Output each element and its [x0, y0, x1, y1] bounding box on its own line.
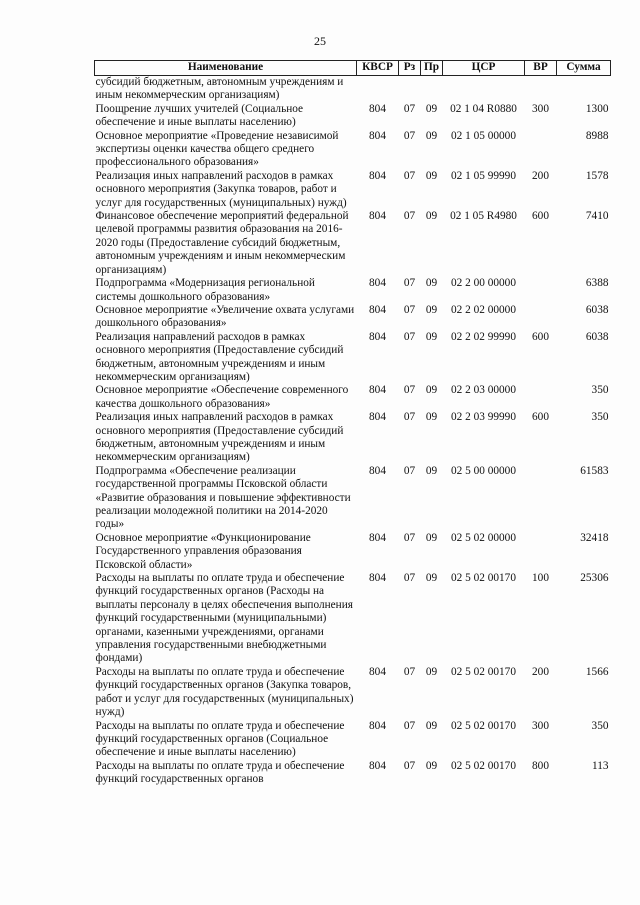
cell-name: субсидий бюджетным, автономным учреждениям и иным некоммерческим организациям) [95, 76, 344, 102]
cell-vr [525, 532, 557, 572]
cell-pr: 09 [425, 303, 438, 316]
cell-pr: 09 [425, 102, 438, 115]
cell-pr: 09 [425, 531, 438, 544]
cell-pr: 09 [425, 572, 438, 585]
cell-vr [525, 277, 557, 304]
table-row [95, 304, 611, 331]
cell-name: Финансовое обеспечение мероприятий федеральной целевой программы развития образования на 2016-2020 годы (Предоставление субсидий бюджетным, автономным учреждениям и иным некоммерческим организациям) [95, 210, 349, 276]
cell-csr: 02 1 05 R4980 [450, 210, 517, 223]
cell-rz: 07 [403, 411, 416, 424]
cell-csr: 02 5 02 00170 [451, 719, 516, 732]
cell-sum: 1578 [585, 169, 609, 182]
header-csr: ЦСР [443, 61, 525, 76]
cell-vr: 600 [532, 411, 549, 424]
table-row [95, 76, 611, 103]
cell-vr [525, 76, 557, 103]
table-row [95, 130, 611, 170]
header-row [95, 61, 611, 76]
cell-kvsr: 804 [369, 303, 386, 316]
cell-sum: 1300 [585, 102, 609, 115]
cell-vr: 100 [532, 572, 549, 585]
cell-sum: 8988 [585, 129, 609, 142]
table-row [95, 277, 611, 304]
cell-name: Основное мероприятие «Проведение независимой экспертизы оценки качества общего среднего профессионального образования» [95, 129, 339, 169]
cell-rz: 07 [403, 210, 416, 223]
cell-vr [525, 304, 557, 331]
page-number: 25 [314, 34, 326, 48]
cell-vr: 300 [532, 102, 549, 115]
cell-kvsr: 804 [369, 719, 386, 732]
cell-csr: 02 5 02 00170 [451, 665, 516, 678]
cell-pr: 09 [425, 719, 438, 732]
cell-name: Основное мероприятие «Функционирование Государственного управления образования Псковской области» [95, 531, 311, 571]
cell-pr: 09 [425, 384, 438, 397]
cell-name: Основное мероприятие «Обеспечение современного качества дошкольного образования» [95, 384, 349, 410]
cell-rz: 07 [403, 384, 416, 397]
table-row [95, 666, 611, 720]
cell-csr: 02 1 05 99990 [451, 169, 516, 182]
cell-name: Реализация иных направлений расходов в рамках основного мероприятия (Закупка товаров, работ и услуг для государственных (муниципальных) нужд) [95, 169, 347, 209]
cell-sum: 350 [591, 411, 609, 424]
cell-name: Расходы на выплаты по оплате труда и обеспечение функций государственных органов [95, 759, 345, 786]
cell-pr: 09 [425, 665, 438, 678]
cell-pr: 09 [425, 129, 438, 142]
cell-name: Расходы на выплаты по оплате труда и обеспечение функций государственных органов (Закупка товаров, работ и услуг для государственных (муниципальных) нужд) [95, 665, 354, 719]
cell-kvsr: 804 [369, 759, 386, 772]
table-row [95, 411, 611, 465]
header-pr: Пр [421, 61, 443, 76]
header-sum: Сумма [557, 61, 611, 76]
cell-sum: 25306 [580, 572, 609, 585]
cell-vr [525, 130, 557, 170]
cell-vr [525, 384, 557, 411]
cell-sum [557, 76, 611, 103]
cell-name: Подпрограмма «Обеспечение реализации государственной программы Псковской области «Развитие образования и повышение эффективности реализации молодежной политики на 2014-2020 годы» [95, 464, 351, 531]
table-row [95, 465, 611, 532]
cell-vr: 200 [532, 665, 549, 678]
cell-rz: 07 [403, 330, 416, 343]
cell-kvsr: 804 [369, 384, 386, 397]
cell-name: Реализация направлений расходов в рамках основного мероприятия (Предоставление субсидий бюджетным, автономным учреждениям и иным некоммерческим организациям) [95, 330, 344, 383]
cell-rz: 07 [403, 719, 416, 732]
cell-rz: 07 [403, 759, 416, 772]
header-name: Наименование [95, 61, 357, 76]
header-rz: Рз [399, 61, 421, 76]
cell-pr: 09 [425, 411, 438, 424]
cell-rz: 07 [403, 665, 416, 678]
cell-sum: 6038 [585, 303, 609, 316]
cell-csr: 02 5 02 00000 [451, 531, 516, 544]
cell-pr [421, 76, 443, 103]
header-kvsr: КВСР [357, 61, 399, 76]
cell-kvsr: 804 [369, 330, 386, 343]
cell-csr: 02 2 03 99990 [451, 411, 516, 424]
cell-sum: 113 [591, 759, 609, 772]
cell-vr [525, 465, 557, 532]
cell-kvsr: 804 [369, 531, 386, 544]
cell-rz: 07 [403, 303, 416, 316]
cell-pr: 09 [425, 277, 438, 290]
cell-csr: 02 1 05 00000 [451, 129, 516, 142]
cell-kvsr: 804 [369, 665, 386, 678]
header-vr: ВР [525, 61, 557, 76]
cell-csr: 02 5 02 00170 [451, 759, 516, 772]
cell-sum: 6038 [585, 330, 609, 343]
cell-name: Расходы на выплаты по оплате труда и обеспечение функций государственных органов (Расходы на выплаты персоналу в целях обеспечения выполнения функций государственными (муниципальными) органами, казенными учреждениями, органами управления государственными внебюджетными фондами) [95, 572, 353, 665]
cell-sum: 32418 [580, 531, 609, 544]
cell-kvsr: 804 [369, 210, 386, 223]
table-row [95, 331, 611, 385]
cell-sum: 61583 [580, 464, 609, 477]
cell-pr: 09 [425, 464, 438, 477]
cell-name: Поощрение лучших учителей (Социальное обеспечение и иные выплаты населению) [95, 102, 304, 129]
cell-rz: 07 [403, 129, 416, 142]
cell-kvsr: 804 [369, 129, 386, 142]
cell-vr: 800 [532, 759, 549, 772]
cell-kvsr: 804 [369, 102, 386, 115]
table-row [95, 384, 611, 411]
table-row [95, 572, 611, 666]
table-row [95, 210, 611, 277]
cell-kvsr: 804 [369, 572, 386, 585]
cell-pr: 09 [425, 759, 438, 772]
cell-vr: 200 [532, 169, 549, 182]
cell-rz: 07 [403, 531, 416, 544]
cell-pr: 09 [425, 169, 438, 182]
cell-pr: 09 [425, 210, 438, 223]
cell-sum: 1566 [585, 665, 609, 678]
cell-csr [443, 76, 525, 103]
cell-kvsr: 804 [369, 169, 386, 182]
cell-csr: 02 2 03 00000 [451, 384, 516, 397]
cell-rz: 07 [403, 277, 416, 290]
cell-name: Реализация иных направлений расходов в рамках основного мероприятия (Предоставление субсидий бюджетным, автономным учреждениям и иным некоммерческим организациям) [95, 411, 344, 464]
table-row [95, 720, 611, 760]
table-row [95, 760, 611, 787]
cell-name: Подпрограмма «Модернизация региональной системы дошкольного образования» [95, 277, 315, 303]
table-row [95, 532, 611, 572]
cell-csr: 02 2 02 99990 [451, 330, 516, 343]
cell-name: Расходы на выплаты по оплате труда и обеспечение функций государственных органов (Социальное обеспечение и иные выплаты населению) [95, 719, 345, 759]
table-header [95, 61, 611, 76]
table-row [95, 170, 611, 210]
cell-kvsr: 804 [369, 464, 386, 477]
cell-rz: 07 [403, 572, 416, 585]
cell-csr: 02 1 04 R0880 [450, 102, 517, 115]
cell-csr: 02 5 00 00000 [451, 464, 516, 477]
cell-rz [399, 76, 421, 103]
cell-vr: 600 [532, 330, 549, 343]
cell-vr: 600 [532, 210, 549, 223]
cell-kvsr: 804 [369, 411, 386, 424]
table-body [95, 76, 611, 787]
cell-sum: 6388 [585, 277, 609, 290]
cell-kvsr: 804 [369, 277, 386, 290]
cell-vr: 300 [532, 719, 549, 732]
cell-sum: 350 [591, 384, 609, 397]
cell-name: Основное мероприятие «Увеличение охвата услугами дошкольного образования» [95, 303, 355, 330]
cell-rz: 07 [403, 464, 416, 477]
cell-kvsr [357, 76, 399, 103]
cell-csr: 02 5 02 00170 [451, 572, 516, 585]
cell-csr: 02 2 02 00000 [451, 303, 516, 316]
cell-rz: 07 [403, 102, 416, 115]
budget-table [94, 60, 611, 787]
cell-csr: 02 2 00 00000 [451, 277, 516, 290]
cell-sum: 350 [591, 719, 609, 732]
cell-sum: 7410 [585, 210, 609, 223]
cell-rz: 07 [403, 169, 416, 182]
table-row [95, 103, 611, 130]
cell-pr: 09 [425, 330, 438, 343]
